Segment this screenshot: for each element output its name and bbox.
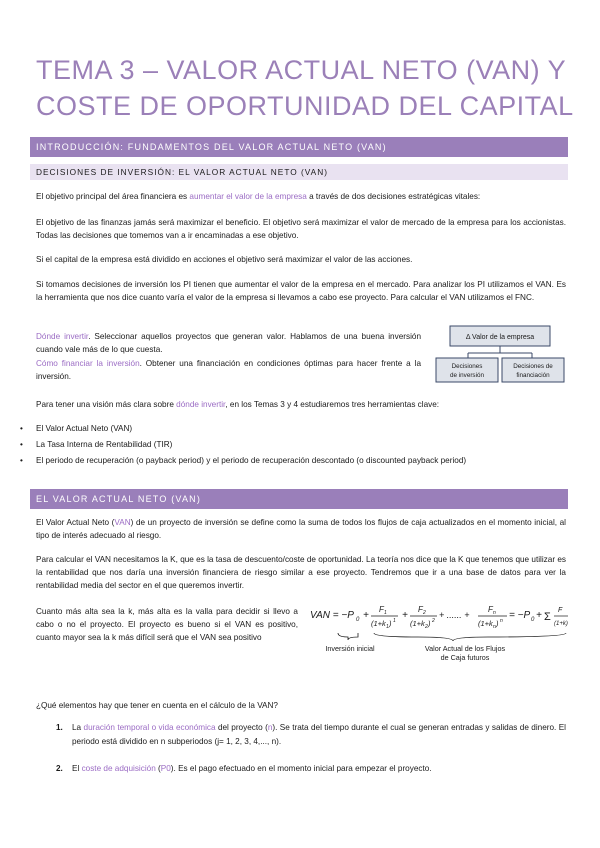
svg-text:(1+k): (1+k)	[554, 621, 568, 627]
svg-text:(1+k: (1+k	[478, 619, 493, 628]
diagram-label-valor-empresa: Δ Valor de la empresa	[465, 334, 535, 341]
section-heading-intro: INTRODUCCIÓN: FUNDAMENTOS DEL VALOR ACTUAL NETO (VAN)	[30, 137, 568, 157]
svg-text:2: 2	[423, 610, 426, 616]
van-paragraph-valla: Cuanto más alta sea la k, más alta es la valla para decidir si llevo a cabo o no el proyecto. El proyecto es bueno si el VAN es positivo, cuanto mayor sea la k más difícil será que el VAN sea positivo	[36, 607, 298, 642]
diagram-label-inversion-2: de inversión	[450, 372, 484, 379]
svg-text:(1+k: (1+k	[371, 619, 386, 628]
svg-text:n: n	[493, 624, 496, 630]
svg-text:): )	[496, 619, 499, 628]
svg-text:+ ...... +: + ...... +	[439, 610, 470, 620]
svg-text:1: 1	[393, 618, 396, 624]
diagram-label-financiacion-1: Decisiones de	[513, 363, 553, 370]
svg-text:0: 0	[356, 617, 360, 623]
svg-text:n: n	[500, 618, 503, 624]
svg-text:2: 2	[425, 624, 428, 630]
intro-paragraph-herramientas: Para tener una visión más clara sobre dónde invertir, en los Temas 3 y 4 estudiaremos tres herramientas clave:	[36, 400, 440, 409]
svg-text:2: 2	[432, 618, 435, 624]
intro-paragraph-3: Si el capital de la empresa está dividido en acciones el objetivo será maximizar el valor de las acciones.	[36, 255, 413, 264]
svg-text:1: 1	[384, 610, 387, 616]
page-title: TEMA 3 – VALOR ACTUAL NETO (VAN) Y COSTE DE OPORTUNIDAD DEL CAPITAL	[36, 55, 574, 121]
svg-text:F: F	[488, 605, 493, 614]
svg-text:= −P: = −P	[509, 610, 531, 621]
document-page: TEMA 3 – VALOR ACTUAL NETO (VAN) Y COSTE DE OPORTUNIDAD DEL CAPITAL INTRODUCCIÓN: FUNDAMENTOS DEL VALOR ACTUAL NETO (VAN) DECISIONES DE INVERSIÓN: EL VALOR ACTUAL NETO (VAN) El objetivo principal del área financiera es aumentar el valor de la empresa a través de dos decisiones estratégicas vitales: El objetivo de las finanzas jamás será maximizar el beneficio. El objetivo será maximizar el valor de mercado de la empresa para los accionistas. Todas las decisiones que tomemos van a ir encaminadas a ese objetivo. Si el capital de la empresa está dividido en acciones el objetivo será maximizar el valor de las acciones. Si tomamos decisiones de inversión los PI tienen que aumentar el valor de la empresa en el mercado. Para analizar los PI utilizamos el VAN. Es la herramienta que nos dice cuanto varía el valor de la empresa si llevamos a cabo ese proyecto. Para calcular el VAN utilizamos el FNC. Dónde invertir. Seleccionar aquellos proyectos que generan valor. Hablamos de una buena inversión cuando vale más de lo que cuesta. Cómo financiar la inversión. Obtener una financiación en condiciones óptimas para hacer frente a la inversión. Δ Valor de la empresa Decisiones de inversión Decisiones de financiación Para tener una visión más clara sobre dónde invertir, en los Temas 3 y 4 estudiaremos tres herramientas clave: • El Valor Actual Neto (VAN) • La Tasa Interna de Rentabilidad (TIR) • El periodo de recuperación (o payback period) y el periodo de recuperación descontado (o discounted payback period) EL VALOR ACTUAL NETO (VAN) El Valor Actual Neto (VAN) de un proyecto de inversión se define como la suma de todos los flujos de caja actualizados en el momento inicial, al tipo de interés adecuado al riesgo. Para calcular el VAN necesitamos la K, que es la tasa de descuento/coste de oportunidad. La teoría nos dice que la K que tenemos que utilizar es la rentabilidad que nos daría una inversión financiera de riesgo similar a ese proyecto. Tendremos que ir a una base de datos para ver la rentabilidad media del sector en el que queremos invertir. Cuanto más alta sea la k, más alta es la valla para decidir si llevo a cabo o no el proyecto. El proyecto es bueno si el VAN es positivo, cuanto mayor sea la k más difícil será que el VAN sea positivo VAN = −P 0 + F 1 (1+k 1 ) 1 + F 2 (1+k 2 ) 2 + ...... + F n (1+k n ) n = −P 0 + Σ F (1+k) Inversión inicial Valor Actual de los Flujos de Caja futuros ¿Qué elementos hay que tener en cuenta en el cálculo de la VAN? 1. La duración temporal o vida económica del proyecto (n). Se trata del tiempo durante el cual se generan entradas y salidas de dinero. El periodo está dividido en n subperiodos (j= 1, 2, 3, 4,..., n). 2. El coste de adquisición (P0). Es el pago efectuado en el momento inicial para empezar el proyecto.	[0, 0, 600, 848]
svg-text:): )	[428, 619, 431, 628]
svg-text:Σ: Σ	[544, 611, 551, 623]
svg-text:VAN = −P: VAN = −P	[310, 610, 354, 621]
svg-text:1: 1	[386, 624, 389, 630]
list-item: 2. El coste de adquisición (P0). Es el pago efectuado en el momento inicial para empezar el proyecto.	[56, 764, 432, 773]
svg-text:): )	[389, 619, 392, 628]
svg-text:F: F	[379, 605, 384, 614]
svg-text:0: 0	[531, 617, 535, 623]
list-item: 1. La duración temporal o vida económica del proyecto (n). Se trata del tiempo durante el cual se generan entradas y salidas de dinero. El periodo está dividido en n subperiodos (j= 1, 2, 3, 4,..., n).	[56, 723, 566, 746]
intro-paragraph-2: El objetivo de las finanzas jamás será maximizar el beneficio. El objetivo será maximizar el valor de mercado de la empresa para los accionistas. Todas las decisiones que tomemos van a ir encaminadas a ese objetivo.	[36, 218, 566, 240]
svg-text:+: +	[402, 610, 408, 621]
svg-text:F: F	[558, 607, 563, 614]
van-paragraph-k: Para calcular el VAN necesitamos la K, que es la tasa de descuento/coste de oportunidad. La teoría nos dice que la K que tenemos que utilizar es la rentabilidad que nos daría una inversión financiera de riesgo similar a ese proyecto. Tendremos que ir a una base de datos para ver la rentabilidad media del sector en el que queremos invertir.	[36, 555, 566, 590]
section-heading-van: EL VALOR ACTUAL NETO (VAN)	[30, 489, 568, 509]
van-paragraph-definicion: El Valor Actual Neto (VAN) de un proyecto de inversión se define como la suma de todos los flujos de caja actualizados en el momento inicial, al tipo de interés adecuado al riesgo.	[36, 518, 566, 540]
svg-text:(1+k: (1+k	[410, 619, 425, 628]
intro-paragraph-como-financiar: Cómo financiar la inversión. Obtener una financiación en condiciones óptimas para hacer frente a la inversión.	[36, 359, 422, 381]
decisions-diagram	[432, 322, 568, 386]
diagram-label-financiacion-2: financiación	[516, 372, 550, 379]
intro-paragraph-1: El objetivo principal del área financiera es aumentar el valor de la empresa a través de dos decisiones estratégicas vitales:	[36, 192, 481, 201]
van-question: ¿Qué elementos hay que tener en cuenta en el cálculo de la VAN?	[36, 701, 278, 710]
svg-text:F: F	[418, 605, 423, 614]
formula-label-inversion-inicial: Inversión inicial	[325, 644, 375, 653]
formula-label-valor-actual: Valor Actual de los Flujos de Caja futuros	[424, 644, 506, 662]
intro-paragraph-donde-invertir: Dónde invertir. Seleccionar aquellos proyectos que generan valor. Hablamos de una buena inversión cuando vale más de lo que cuesta.	[36, 332, 422, 354]
svg-text:+: +	[536, 610, 542, 621]
subsection-heading-decisiones: DECISIONES DE INVERSIÓN: EL VALOR ACTUAL NETO (VAN)	[30, 164, 568, 180]
svg-text:n: n	[493, 610, 496, 616]
diagram-label-inversion-1: Decisiones	[451, 363, 483, 370]
intro-paragraph-4: Si tomamos decisiones de inversión los PI tienen que aumentar el valor de la empresa en el mercado. Para analizar los PI utilizamos el VAN. Es la herramienta que nos dice cuanto varía el valor de la empresa si llevamos a cabo ese proyecto. Para calcular el VAN utilizamos el FNC.	[36, 280, 566, 302]
svg-text:+: +	[363, 610, 369, 621]
